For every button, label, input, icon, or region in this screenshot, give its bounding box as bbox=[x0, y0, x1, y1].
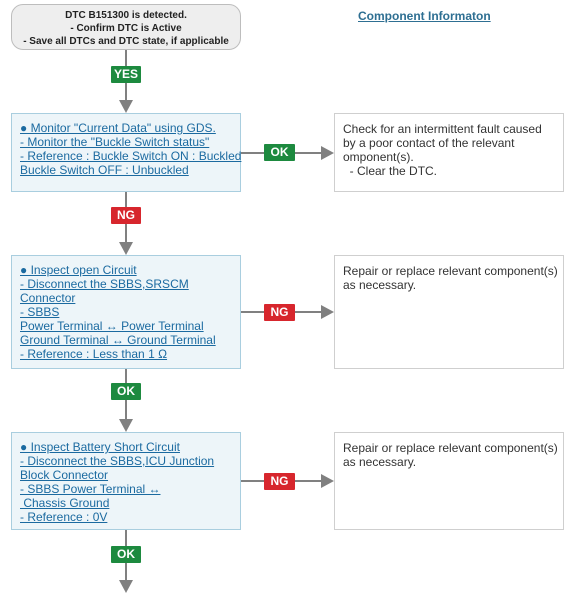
step-line[interactable]: Buckle Switch OFF : Unbuckled bbox=[20, 163, 189, 177]
component-information-link[interactable]: Component Informaton bbox=[358, 9, 491, 23]
step-inspect-battery-short bbox=[11, 432, 241, 530]
result-line: omponent(s). bbox=[343, 150, 414, 164]
arrow-head bbox=[119, 242, 133, 255]
ok-badge: OK bbox=[111, 383, 141, 400]
ok-badge: OK bbox=[111, 546, 141, 563]
step-line[interactable]: Connector bbox=[20, 291, 76, 305]
result-line: Repair or replace relevant component(s) bbox=[343, 441, 558, 455]
step-line[interactable]: Power Terminal ↔ Power Terminal bbox=[20, 319, 204, 333]
arrow-head bbox=[119, 580, 133, 593]
result-repair-replace bbox=[334, 432, 564, 530]
result-line: Check for an intermittent fault caused bbox=[343, 122, 542, 136]
ok-badge: OK bbox=[264, 144, 295, 161]
result-line: Repair or replace relevant component(s) bbox=[343, 264, 558, 278]
step-line[interactable]: Ground Terminal ↔ Ground Terminal bbox=[20, 333, 216, 347]
step-line[interactable]: ● Inspect Battery Short Circuit bbox=[20, 440, 180, 454]
step-line[interactable]: - Monitor the "Buckle Switch status" bbox=[20, 135, 210, 149]
step-line[interactable]: ● Monitor "Current Data" using GDS. bbox=[20, 121, 216, 135]
start-line: DTC B151300 is detected. bbox=[65, 10, 187, 21]
result-line: as necessary. bbox=[343, 278, 417, 292]
result-line: as necessary. bbox=[343, 455, 417, 469]
arrow-head bbox=[119, 100, 133, 113]
step-line[interactable]: Block Connector bbox=[20, 468, 109, 482]
step-line[interactable]: Chassis Ground bbox=[20, 496, 110, 510]
step-monitor-current-data bbox=[11, 113, 241, 192]
step-line[interactable]: - Disconnect the SBBS,SRSCM bbox=[20, 277, 189, 291]
step-line[interactable]: - SBBS bbox=[20, 305, 60, 319]
yes-badge: YES bbox=[111, 66, 141, 83]
arrow-head bbox=[119, 419, 133, 432]
step-line[interactable]: - Disconnect the SBBS,ICU Junction bbox=[20, 454, 215, 468]
step-line[interactable]: ● Inspect open Circuit bbox=[20, 263, 137, 277]
arrow-head bbox=[321, 474, 334, 488]
start-line: - Confirm DTC is Active bbox=[70, 23, 182, 34]
result-repair-replace bbox=[334, 255, 564, 369]
result-intermittent-fault bbox=[334, 113, 564, 192]
arrow-head bbox=[321, 146, 334, 160]
ng-badge: NG bbox=[264, 304, 295, 321]
ng-badge: NG bbox=[264, 473, 295, 490]
ng-badge: NG bbox=[111, 207, 141, 224]
start-line: - Save all DTCs and DTC state, if applicable bbox=[23, 36, 229, 47]
step-line[interactable]: - Reference : Buckle Switch ON : Buckled bbox=[20, 149, 242, 163]
arrow-head bbox=[321, 305, 334, 319]
step-line[interactable]: - SBBS Power Terminal ↔ bbox=[20, 482, 161, 496]
step-line[interactable]: - Reference : Less than 1 Ω bbox=[20, 347, 168, 361]
step-inspect-open-circuit bbox=[11, 255, 241, 369]
step-line[interactable]: - Reference : 0V bbox=[20, 510, 108, 524]
result-line: - Clear the DTC. bbox=[343, 164, 438, 178]
result-line: by a poor contact of the relevant bbox=[343, 136, 515, 150]
